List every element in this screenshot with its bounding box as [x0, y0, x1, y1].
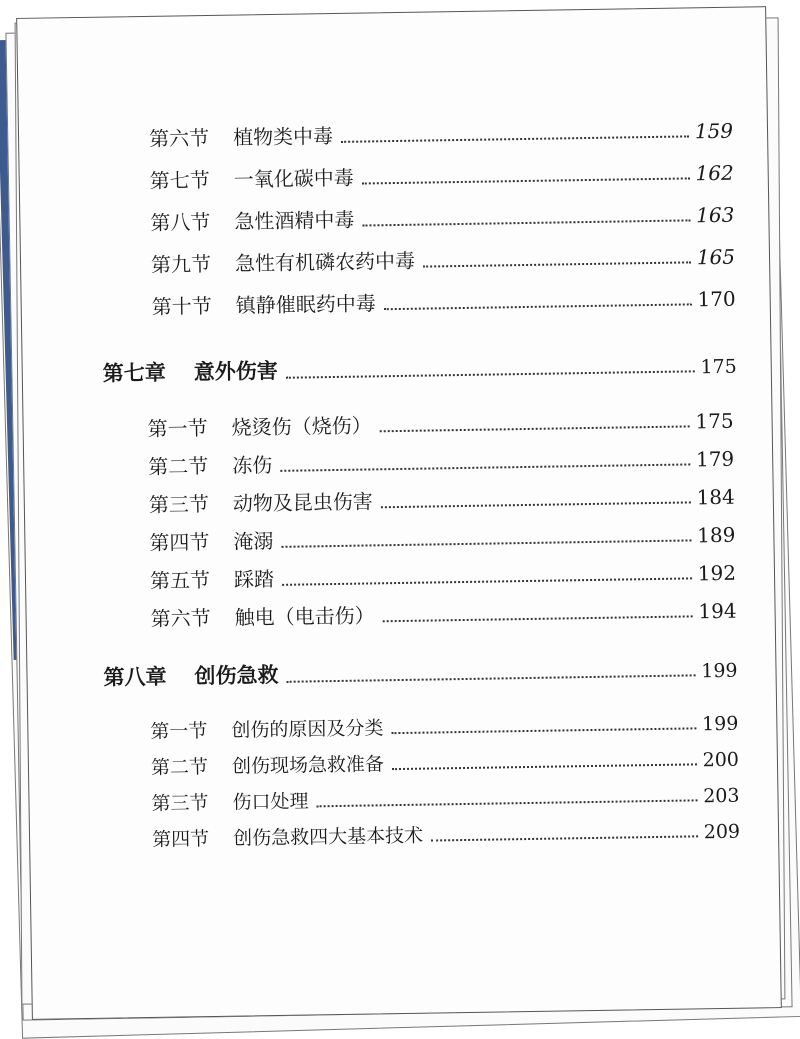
leader-dots — [431, 835, 698, 841]
page-number: 194 — [698, 598, 737, 624]
section-title: 烧烫伤（烧伤） — [231, 413, 372, 440]
section-title: 踩踏 — [233, 566, 275, 592]
section-number: 第三节 — [148, 491, 210, 517]
section-number: 第一节 — [150, 720, 208, 743]
section-number: 第四节 — [149, 529, 210, 555]
section-number: 第二节 — [150, 756, 209, 779]
toc-entry[interactable] — [150, 156, 734, 194]
leader-dots — [380, 425, 690, 432]
page-number: 209 — [703, 820, 741, 844]
page-number: 163 — [695, 202, 735, 228]
chapter-heading[interactable] — [103, 348, 737, 388]
toc-entry[interactable] — [152, 816, 740, 852]
section-title: 伤口处理 — [232, 790, 309, 814]
page-number: 179 — [695, 446, 735, 472]
leader-dots — [282, 539, 692, 547]
section-number: 第一节 — [147, 415, 208, 441]
section-title: 急性有机磷农药中毒 — [234, 248, 416, 276]
chapter-title: 创伤急救 — [194, 662, 279, 689]
leader-dots — [384, 303, 692, 310]
section-number: 第六节 — [150, 605, 211, 631]
section-title: 植物类中毒 — [232, 123, 334, 150]
toc-entry[interactable] — [151, 282, 735, 320]
leader-dots — [280, 463, 690, 471]
page-number: 192 — [697, 560, 737, 586]
leader-dots — [362, 177, 690, 184]
chapter-number: 第八章 — [103, 664, 167, 690]
page-number: 199 — [701, 712, 739, 736]
section-title: 淹溺 — [233, 528, 274, 554]
leader-dots — [287, 674, 696, 682]
page-number: 175 — [700, 355, 737, 379]
section-number: 第二节 — [148, 453, 209, 479]
page-number: 200 — [702, 748, 740, 772]
section-title: 急性酒精中毒 — [234, 207, 355, 234]
leader-dots — [381, 501, 691, 508]
leader-dots — [362, 219, 690, 226]
toc-entry[interactable] — [150, 708, 738, 744]
section-number: 第五节 — [149, 567, 211, 593]
leader-dots — [341, 135, 689, 142]
chapter-number: 第七章 — [102, 360, 166, 386]
section-number: 第七节 — [149, 167, 210, 193]
page-number: 189 — [697, 522, 736, 548]
chapter-title: 意外伤害 — [193, 358, 278, 385]
toc-page — [16, 6, 782, 1020]
page-number: 170 — [697, 286, 736, 312]
section-title: 创伤的原因及分类 — [231, 717, 384, 742]
section-title: 触电（电击伤） — [234, 603, 375, 630]
page-number: 203 — [703, 784, 740, 808]
leader-dots — [282, 577, 692, 585]
leader-dots — [383, 615, 693, 622]
section-title: 创伤现场急救准备 — [231, 753, 385, 778]
toc-entry[interactable] — [149, 518, 735, 556]
toc-entry[interactable] — [150, 594, 736, 632]
table-of-contents — [17, 7, 781, 1019]
toc-entry[interactable] — [147, 404, 733, 442]
section-number: 第六节 — [148, 125, 210, 151]
toc-entry[interactable] — [151, 240, 735, 278]
toc-entry[interactable] — [150, 198, 734, 236]
section-number: 第四节 — [151, 828, 210, 851]
section-number: 第九节 — [150, 251, 212, 277]
section-title: 镇静催眠药中毒 — [235, 291, 376, 318]
leader-dots — [423, 261, 691, 267]
leader-dots — [286, 370, 695, 378]
leader-dots — [392, 763, 697, 770]
section-number: 第八节 — [150, 209, 211, 235]
page-number: 162 — [695, 160, 734, 186]
leader-dots — [317, 799, 698, 807]
page-number: 184 — [696, 484, 735, 510]
section-title: 冻伤 — [232, 452, 273, 478]
section-title: 动物及昆虫伤害 — [232, 489, 374, 516]
toc-entry[interactable] — [149, 480, 735, 518]
section-title: 创伤急救四大基本技术 — [232, 824, 424, 850]
leader-dots — [391, 727, 696, 734]
toc-entry[interactable] — [151, 744, 739, 780]
page-number: 175 — [695, 408, 734, 434]
toc-entry[interactable] — [151, 780, 739, 816]
toc-entry[interactable] — [149, 114, 733, 152]
page-number: 199 — [701, 659, 738, 683]
page-number: 159 — [694, 118, 734, 144]
section-number: 第三节 — [151, 792, 209, 815]
page-number: 165 — [696, 244, 736, 270]
chapter-heading[interactable] — [103, 652, 737, 692]
section-number: 第十节 — [151, 293, 212, 319]
toc-entry[interactable] — [150, 556, 736, 594]
section-title: 一氧化碳中毒 — [233, 165, 354, 192]
toc-entry[interactable] — [148, 442, 734, 480]
